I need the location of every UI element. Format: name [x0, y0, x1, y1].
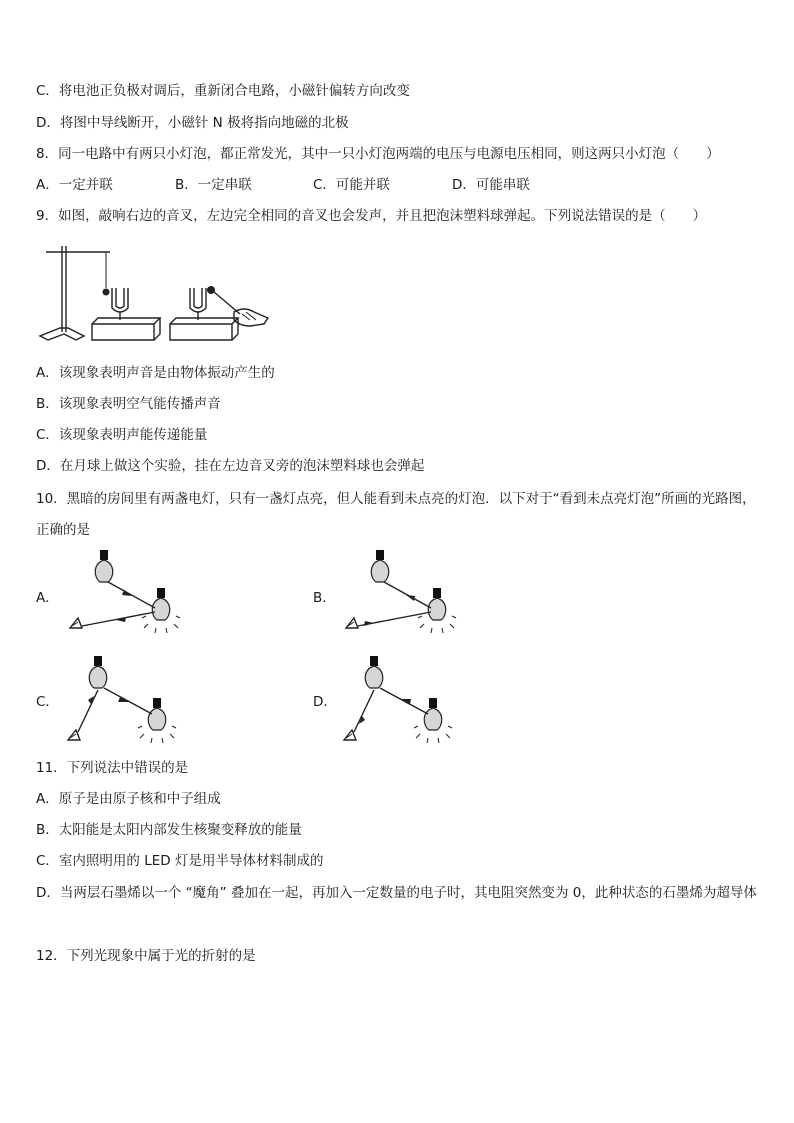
unlit-bulb-icon: [365, 656, 383, 688]
q7-option-d: D．将图中导线断开，小磁针 N 极将指向地磁的北极: [36, 115, 349, 131]
q10-diagram-a: [60, 546, 200, 640]
q10-stem: 10．黑暗的房间里有两盏电灯，只有一盏灯点亮，但人能看到未点亮的灯泡．以下对于“看到未点亮灯泡”所画的光路图，正确的是: [36, 491, 756, 538]
unlit-bulb-icon: [89, 656, 107, 688]
q9-stem: 9．如图，敲响右边的音叉，左边完全相同的音叉也会发声，并且把泡沫塑料球弹起。下列说法错误的是（ ）: [36, 208, 707, 224]
q11-option-d: D．当两层石墨烯以一个 “魔角” 叠加在一起，再加入一定数量的电子时，其电阻突然变为 0，此种状态的石墨烯为超导体: [36, 885, 757, 901]
q11-option-b: B．太阳能是太阳内部发生核聚变释放的能量: [36, 822, 302, 838]
lit-bulb-icon: [418, 588, 456, 633]
q11-option-c: C．室内照明用的 LED 灯是用半导体材料制成的: [36, 853, 324, 869]
lit-bulb-icon: [142, 588, 180, 633]
q7-option-c: C．将电池正负极对调后，重新闭合电路，小磁针偏转方向改变: [36, 83, 410, 99]
q9-option-c: C．该现象表明声能传递能量: [36, 427, 208, 443]
q8-option-c: C．可能并联: [313, 177, 390, 193]
q9-option-a: A．该现象表明声音是由物体振动产生的: [36, 365, 275, 381]
q9-option-b: B．该现象表明空气能传播声音: [36, 396, 221, 412]
q10-diagram-c: [60, 652, 200, 746]
q8-option-a: A．一定并联: [36, 177, 113, 193]
lit-bulb-icon: [414, 698, 452, 743]
eye-icon: [70, 618, 82, 628]
q11-option-a: A．原子是由原子核和中子组成: [36, 791, 221, 807]
unlit-bulb-icon: [371, 550, 389, 582]
q10-option-d-label: D．: [313, 694, 337, 710]
q10-option-a-label: A．: [36, 590, 59, 606]
q11-stem: 11．下列说法中错误的是: [36, 760, 189, 776]
q8-option-d: D．可能串联: [452, 177, 530, 193]
tuning-fork-figure: [36, 240, 276, 350]
q8-stem: 8．同一电路中有两只小灯泡，都正常发光，其中一只小灯泡两端的电压与电源电压相同，则这两只小灯泡（ ）: [36, 146, 720, 162]
q10-option-c-label: C．: [36, 694, 59, 710]
q9-option-d: D．在月球上做这个实验，挂在左边音叉旁的泡沫塑料球也会弹起: [36, 458, 425, 474]
q12-stem: 12．下列光现象中属于光的折射的是: [36, 948, 256, 964]
eye-icon: [346, 618, 358, 628]
q10-diagram-d: [336, 652, 476, 746]
lit-bulb-icon: [138, 698, 176, 743]
q10-option-b-label: B．: [313, 590, 336, 606]
q10-diagram-b: [336, 546, 476, 640]
unlit-bulb-icon: [95, 550, 113, 582]
q8-option-b: B．一定串联: [175, 177, 252, 193]
